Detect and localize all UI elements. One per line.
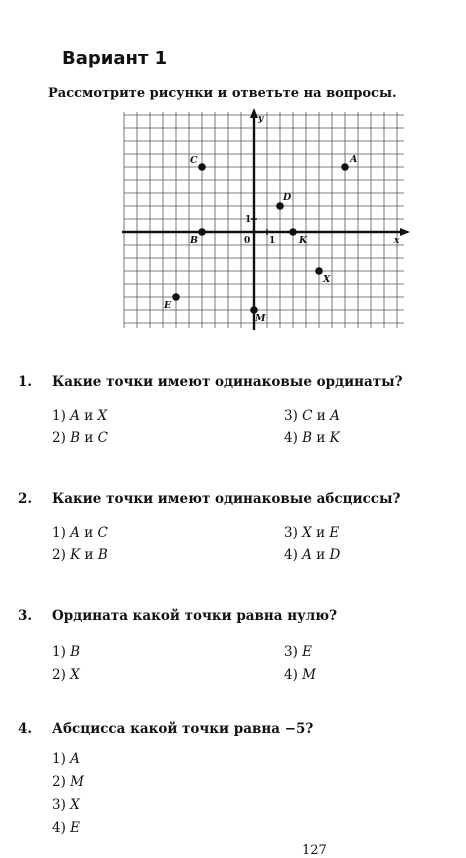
answer-option[interactable] bbox=[52, 644, 80, 660]
question-text: Ордината какой точки равна нулю? bbox=[52, 608, 338, 624]
variant-title: Вариант 1 bbox=[62, 48, 168, 69]
option-number: 2) bbox=[52, 774, 66, 790]
option-point: M bbox=[70, 774, 84, 790]
answer-option[interactable] bbox=[284, 667, 316, 683]
option-point: K bbox=[70, 547, 81, 563]
question-number: 3. bbox=[18, 608, 33, 624]
option-number: 3) bbox=[284, 408, 298, 424]
y-axis-arrow bbox=[250, 108, 258, 118]
answer-option[interactable] bbox=[52, 547, 108, 563]
option-number: 3) bbox=[284, 525, 298, 541]
x-axis-arrow bbox=[400, 228, 410, 236]
point-label: B bbox=[190, 235, 199, 246]
option-conj: и bbox=[316, 547, 326, 563]
point-c bbox=[198, 163, 206, 171]
option-point: D bbox=[329, 547, 341, 563]
point-k bbox=[289, 228, 297, 236]
option-point: X bbox=[70, 667, 80, 683]
origin-label: 0 bbox=[244, 236, 251, 246]
point-e bbox=[172, 293, 180, 301]
option-point: X bbox=[302, 525, 312, 541]
question-number: 1. bbox=[18, 374, 33, 390]
option-point: C bbox=[97, 430, 109, 446]
question-number: 4. bbox=[18, 721, 33, 737]
y-unit-label: 1 bbox=[245, 215, 252, 225]
option-point: E bbox=[70, 820, 81, 836]
answer-option[interactable] bbox=[52, 774, 84, 790]
point-label: D bbox=[283, 192, 292, 203]
option-number: 2) bbox=[52, 430, 66, 446]
point-label: X bbox=[323, 274, 331, 285]
option-point: M bbox=[302, 667, 316, 683]
option-conj: и bbox=[316, 408, 326, 424]
option-point: X bbox=[70, 797, 80, 813]
answer-option[interactable] bbox=[52, 820, 80, 836]
question-number: 2. bbox=[18, 491, 33, 507]
option-conj: и bbox=[84, 430, 94, 446]
option-conj: и bbox=[316, 525, 326, 541]
point-b bbox=[198, 228, 206, 236]
option-conj: и bbox=[84, 547, 94, 563]
option-point: B bbox=[70, 644, 81, 660]
option-point: K bbox=[329, 430, 340, 446]
option-number: 4) bbox=[284, 667, 298, 683]
grid-lines bbox=[124, 112, 404, 328]
x-axis-label: x bbox=[394, 236, 400, 246]
option-point: E bbox=[302, 644, 313, 660]
option-number: 2) bbox=[52, 547, 66, 563]
option-point: A bbox=[70, 408, 80, 424]
option-point: X bbox=[97, 408, 108, 424]
answer-option[interactable] bbox=[284, 430, 340, 446]
question-text: Какие точки имеют одинаковые ординаты? bbox=[52, 374, 403, 390]
point-label: K bbox=[299, 235, 308, 246]
answer-option[interactable] bbox=[284, 525, 339, 541]
option-point: B bbox=[70, 430, 81, 446]
point-label: M bbox=[255, 313, 266, 324]
point-x bbox=[315, 267, 323, 275]
plotted-points bbox=[163, 154, 357, 324]
point-d bbox=[276, 202, 284, 210]
answer-option[interactable] bbox=[52, 430, 108, 446]
coordinate-plane bbox=[0, 0, 466, 360]
option-number: 1) bbox=[52, 408, 66, 424]
question-text: Какие точки имеют одинаковые абсциссы? bbox=[52, 491, 401, 507]
question-text: Абсцисса какой точки равна −5? bbox=[52, 721, 314, 737]
option-point: B bbox=[97, 547, 108, 563]
option-number: 4) bbox=[52, 820, 66, 836]
answer-option[interactable] bbox=[52, 751, 80, 767]
option-point: E bbox=[329, 525, 340, 541]
point-label: C bbox=[190, 155, 198, 166]
y-axis-label: y bbox=[258, 114, 264, 124]
point-a bbox=[341, 163, 349, 171]
option-point: A bbox=[70, 751, 80, 767]
option-number: 1) bbox=[52, 751, 66, 767]
answer-option[interactable] bbox=[284, 547, 340, 563]
option-conj: и bbox=[84, 408, 94, 424]
answer-option[interactable] bbox=[52, 797, 80, 813]
option-point: C bbox=[97, 525, 108, 541]
option-number: 1) bbox=[52, 525, 66, 541]
answer-option[interactable] bbox=[52, 525, 108, 541]
x-unit-label: 1 bbox=[269, 236, 276, 246]
answer-option[interactable] bbox=[52, 667, 80, 683]
option-point: A bbox=[70, 525, 80, 541]
option-point: B bbox=[302, 430, 313, 446]
option-number: 2) bbox=[52, 667, 66, 683]
option-conj: и bbox=[84, 525, 94, 541]
instruction-text: Рассмотрите рисунки и ответьте на вопросы. bbox=[48, 86, 397, 101]
option-conj: и bbox=[316, 430, 326, 446]
answer-option[interactable] bbox=[52, 408, 107, 424]
answer-option[interactable] bbox=[284, 408, 340, 424]
point-label: E bbox=[164, 300, 172, 311]
point-label: A bbox=[350, 154, 358, 165]
option-point: A bbox=[330, 408, 340, 424]
option-number: 4) bbox=[284, 430, 298, 446]
option-point: A bbox=[302, 547, 312, 563]
option-number: 3) bbox=[52, 797, 66, 813]
option-number: 4) bbox=[284, 547, 298, 563]
option-point: C bbox=[302, 408, 313, 424]
answer-option[interactable] bbox=[284, 644, 312, 660]
page-number: 127 bbox=[302, 843, 327, 858]
option-number: 1) bbox=[52, 644, 66, 660]
option-number: 3) bbox=[284, 644, 298, 660]
